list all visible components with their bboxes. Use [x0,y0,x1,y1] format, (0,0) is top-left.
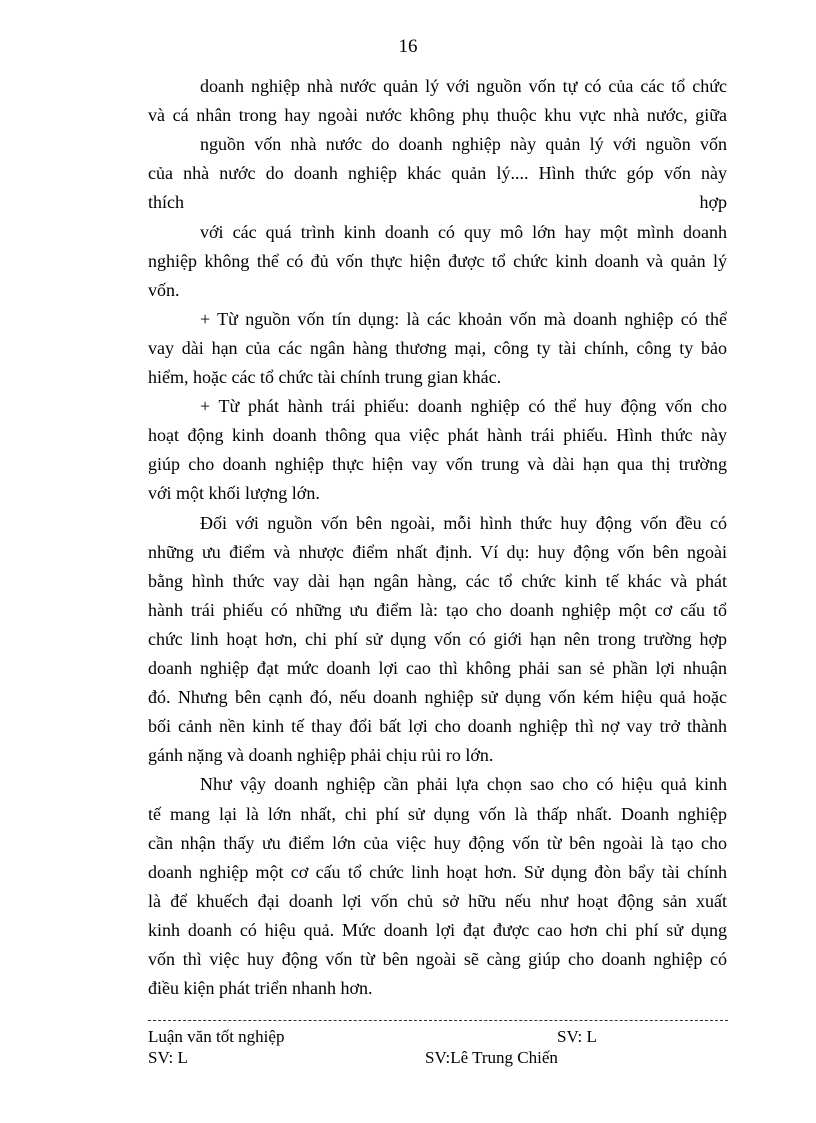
text-line: Đối với nguồn vốn bên ngoài, mỗi hình thức huy động vốn đều có [200,512,727,533]
text-line: doanh nghiệp nhà nước quản lý với nguồn vốn tự có của các tổ chức [200,76,727,96]
text-line: nghiệp không thể có đủ vốn thực hiện được tổ chức kinh doanh và quản lý [148,250,727,271]
text-line: là để khuếch đại doanh lợi vốn chủ sở hữu nếu như hoạt động sản xuất [148,890,727,911]
page-number: 16 [398,36,418,57]
text-line: nguồn vốn nhà nước do doanh nghiệp này quản lý với nguồn vốn [200,134,727,155]
text-line: cần nhận thấy ưu điểm lớn của việc huy động vốn từ bên ngoài là tạo cho [148,832,727,853]
footer-divider [148,1020,728,1021]
text-line: vốn. [148,279,180,300]
text-line: hiểm, hoặc các tổ chức tài chính trung gian khác. [148,367,502,387]
text-line: điều kiện phát triển nhanh hơn. [148,978,373,999]
text-line: bằng hình thức vay dài hạn ngân hàng, các tổ chức kinh tế khác và phát [148,570,727,591]
text-line: với một khối lượng lớn. [148,483,320,504]
text-line: gánh nặng và doanh nghiệp phải chịu rủi ro lớn. [148,745,494,766]
text-line: tế mang lại là lớn nhất, chi phí sử dụng vốn là thấp nhất. Doanh nghiệp [148,803,727,824]
text-line: doanh nghiệp đạt mức doanh lợi cao thì không phải san sẻ phần lợi nhuận [148,658,727,678]
text-line: chức linh hoạt hơn, chi phí sử dụng vốn có giới hạn nên trong trường hợp [148,628,727,649]
footer-sv-left: SV: L [148,1048,188,1067]
text-line: kinh doanh có hiệu quả. Mức doanh lợi đạt được cao hơn chi phí sử dụng [148,919,727,940]
text-line: giúp cho doanh nghiệp thực hiện vay vốn trung và dài hạn qua thị trường [148,454,727,475]
footer-title: Luận văn tốt nghiệp [148,1027,285,1046]
text-line: đó. Nhưng bên cạnh đó, nếu doanh nghiệp sử dụng vốn kém hiệu quả hoặc [148,687,727,708]
text-line: hoạt động kinh doanh thông qua việc phát hành trái phiếu. Hình thức này [148,425,727,446]
text-line: + Từ nguồn vốn tín dụng: là các khoản vốn mà doanh nghiệp có thể [200,308,727,329]
text-line: của nhà nước do doanh nghiệp khác quản lý.... Hình thức góp vốn này [148,163,727,184]
text-line: vốn thì việc huy động vốn từ bên ngoài sẽ càng giúp cho doanh nghiệp có [148,949,727,969]
text-line: vay dài hạn của các ngân hàng thương mại, công ty tài chính, công ty bảo [148,337,727,358]
text-line: hành trái phiếu có những ưu điểm là: tạo cho doanh nghiệp một cơ cấu tổ [148,599,727,620]
text-line: thích hợp [148,192,727,213]
text-line: doanh nghiệp một cơ cấu tổ chức linh hoạt hơn. Sử dụng đòn bẩy tài chính [148,861,727,882]
footer-sv-right: SV: L [557,1027,597,1046]
text-line: bối cảnh nền kinh tế thay đổi bất lợi cho doanh nghiệp thì nợ vay trở thành [148,716,727,737]
text-line: với các quá trình kinh doanh có quy mô lớn hay một mình doanh [200,221,727,242]
text-line: Như vậy doanh nghiệp cần phải lựa chọn sao cho có hiệu quả kinh [200,774,727,795]
text-line: + Từ phát hành trái phiếu: doanh nghiệp có thể huy động vốn cho [200,396,727,417]
text-line: và cá nhân trong hay ngoài nước không phụ thuộc khu vực nhà nước, giữa [148,105,727,126]
footer-author: SV:Lê Trung Chiến [425,1048,558,1067]
text-line: những ưu điểm và nhược điểm nhất định. Ví dụ: huy động vốn bên ngoài [148,541,727,562]
